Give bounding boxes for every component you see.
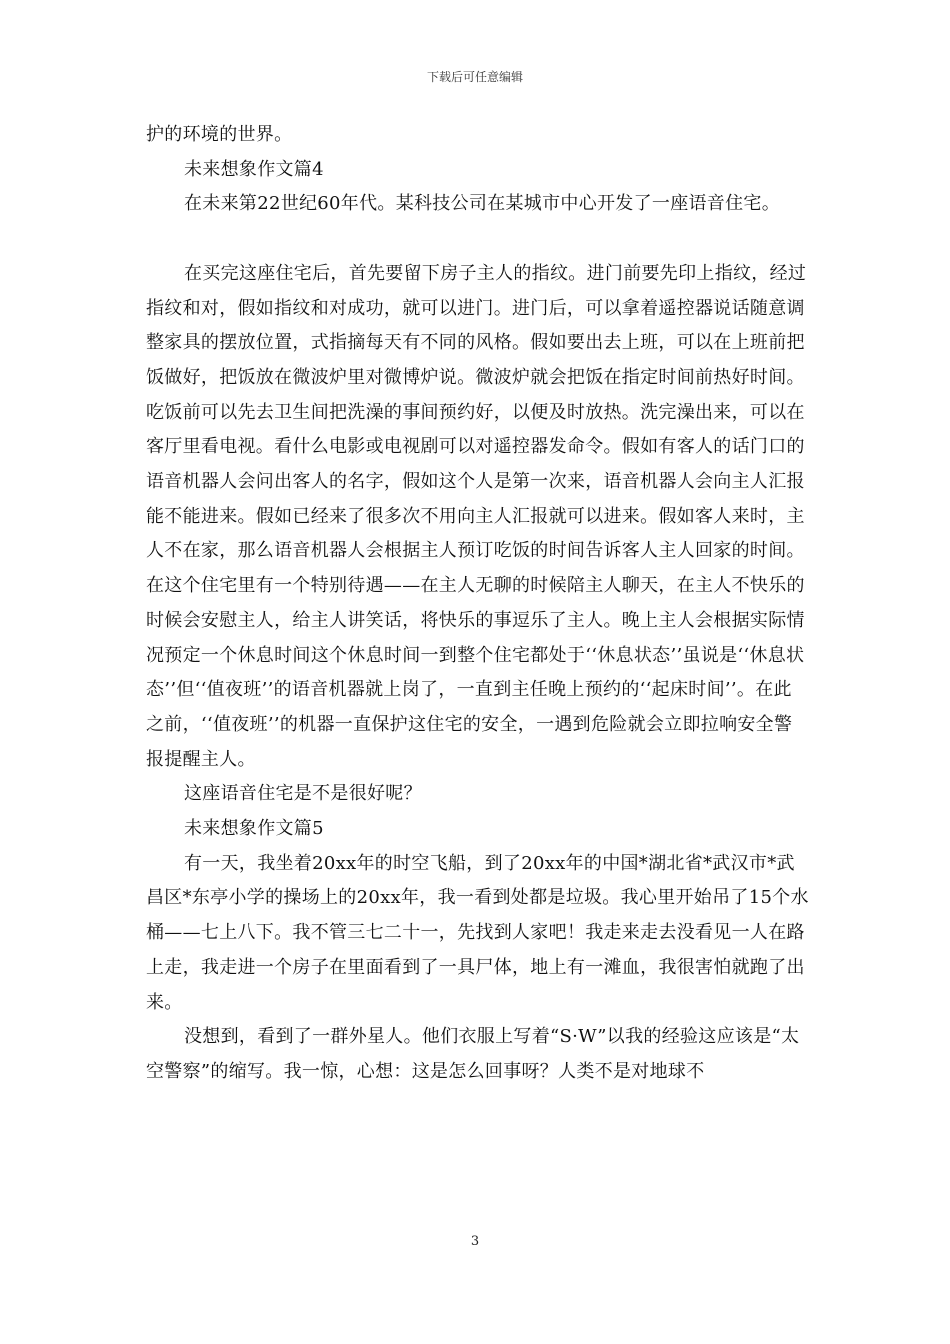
- blank-line: [146, 222, 810, 257]
- paragraph: 这座语音住宅是不是很好呢？: [184, 783, 422, 805]
- paragraph: 没想到，看到了一群外星人。他们衣服上写着“S·W”以我的经验这应该是“太空警察”的缩写。我一惊，心想：这是怎么回事呀？人类不是对地球不: [146, 1026, 800, 1082]
- paragraph: 在未来第22世纪60年代。某科技公司在某城市中心开发了一座语音住宅。: [184, 193, 781, 215]
- paragraph: 有一天，我坐着20xx年的时空飞船，到了20xx年的中国*湖北省*武汉市*武昌区*东亭小学的操场上的20xx年，我一看到处都是垃圾。我心里开始吊了15个水桶——七上八下。我不管三七二十一，先找到人家吧！我走来走去没看见一人在路上走，我走进一个房子在里面看到了一具尸体，地上有一滩血，我很害怕就跑了出来。: [146, 852, 809, 1013]
- section-heading: 未来想象作文篇5: [184, 818, 324, 840]
- paragraph-continuation: 护的环境的世界。: [146, 124, 293, 145]
- page-header: 下载后可任意编辑: [426, 70, 523, 84]
- paragraph: 在买完这座住宅后，首先要留下房子主人的指纹。进门前要先印上指纹，经过指纹和对，假如指纹和对成功，就可以进门。进门后，可以拿着遥控器说话随意调整家具的摆放位置，式指摘每天有不同的风格。假如要出去上班，可以在上班前把饭做好，把饭放在微波炉里对微博炉说。微波炉就会把饭在指定时间前热好时间。吃饭前可以先去卫生间把洗澡的事间预约好，以便及时放热。洗完澡出来，可以在客厅里看电视。看什么电影或电视剧可以对遥控器发命令。假如有客人的话门口的语音机器人会问出客人的名字，假如这个人是第一次来，语音机器人会向主人汇报能不能进来。假如已经来了很多次不用向主人汇报就可以进来。假如客人来时，主人不在家，那么语音机器人会根据主人预订吃饭的时间告诉客人主人回家的时间。在这个住宅里有一个特别待遇——在主人无聊的时候陪主人聊天，在主人不快乐的时候会安慰主人，给主人讲笑话，将快乐的事逗乐了主人。晚上主人会根据实际情况预定一个休息时间这个休息时间一到整个住宅都处于‘‘休息状态’’虽说是‘‘休息状态’’但‘‘值夜班’’的语音机器就上岗了，一直到主任晚上预约的‘‘起床时间’’。在此之前，‘‘值夜班’’的机器一直保护这住宅的安全，一遇到危险就会立即拉响安全警报提醒主人。: [146, 262, 807, 770]
- document-body: [146, 118, 810, 1090]
- section-heading: 未来想象作文篇4: [184, 158, 324, 180]
- page-number: 3: [470, 1234, 480, 1249]
